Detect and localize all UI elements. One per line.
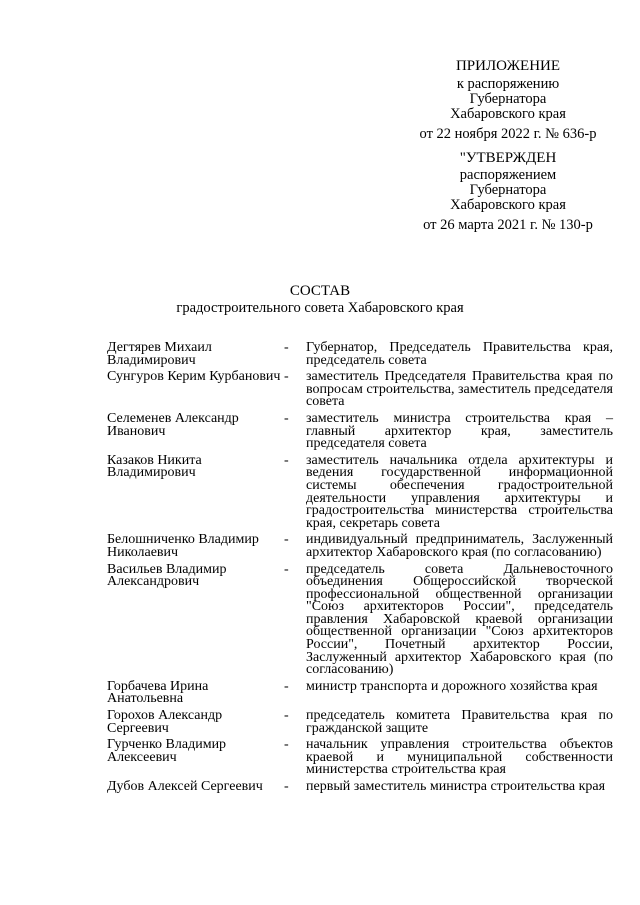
approved-block [398, 150, 618, 233]
member-name: Дубов Алексей Сергеевич [107, 779, 263, 794]
approved-line: Губернатора [469, 182, 547, 198]
member-name: Дегтярев Михаил Владимирович [107, 340, 212, 368]
member-row [107, 371, 613, 409]
member-dash: - [284, 737, 289, 753]
approved-date: от 26 марта 2021 г. № 130-р [423, 217, 593, 233]
document-subtitle: градостроительного совета Хабаровского края [176, 300, 464, 316]
member-dash: - [284, 779, 289, 794]
appendix-block [398, 58, 618, 142]
approved-line: распоряжением [459, 167, 557, 183]
appendix-line: к распоряжению [456, 76, 560, 92]
member-dash: - [284, 561, 289, 577]
members-list [107, 342, 613, 798]
member-dash: - [284, 678, 289, 694]
member-dash: - [284, 340, 289, 355]
member-row [107, 561, 613, 678]
member-dash: - [284, 532, 289, 548]
member-row [107, 678, 613, 707]
member-role: индивидуальный предприниматель, Заслуженный архитектор Хабаровского края (по согласованию) [306, 532, 613, 560]
member-dash: - [284, 369, 289, 385]
member-name: Белошниченко Владимир Николаевич [107, 532, 259, 560]
member-dash: - [284, 410, 289, 426]
member-row [107, 410, 613, 452]
member-name: Казаков Никита Владимирович [107, 452, 202, 481]
member-name: Селеменев Александр Иванович [107, 410, 239, 439]
member-row [107, 739, 613, 777]
member-role: заместитель Председателя Правительства края по вопросам строительства, заместитель председателя совета [306, 369, 613, 410]
approved-title: "УТВЕРЖДЕН [459, 150, 557, 166]
approved-line: Хабаровского края [450, 197, 566, 213]
member-role: заместитель начальника отдела архитектуры и ведения государственной информационной системы обеспечения градостроительной деятельности управления архитектуры и градостроительства министерства строительства края, секретарь совета [306, 452, 613, 531]
member-row [107, 452, 613, 531]
member-role: председатель совета Дальневосточного объединения Общероссийской творческой профессиональной общественной организации "Союз архитекторов России", председатель правления Хабаровской краевой организации общественной организации "Союз архитекторов России", Почетный архитектор России, Заслуженный архитектор Хабаровского края (по согласованию) [306, 561, 613, 678]
member-role: Губернатор, Председатель Правительства края, председатель совета [306, 340, 613, 368]
member-row [107, 534, 613, 559]
member-name: Горбачева Ирина Анатольевна [107, 678, 209, 707]
member-row [107, 342, 613, 367]
appendix-line: Хабаровского края [450, 106, 566, 122]
member-role: заместитель министра строительства края – главный архитектор края, заместитель председателя совета [306, 410, 613, 452]
member-name: Сунгуров Керим Курбанович [107, 369, 281, 385]
member-dash: - [284, 452, 289, 468]
member-role: начальник управления строительства объектов краевой и муниципальной собственности министерства строительства края [306, 737, 613, 778]
appendix-line: Губернатора [469, 91, 547, 107]
appendix-date: от 22 ноября 2022 г. № 636-р [419, 126, 597, 142]
member-name: Горохов Александр Сергеевич [107, 708, 223, 736]
member-name: Васильев Владимир Александрович [107, 561, 227, 590]
member-dash: - [284, 708, 289, 724]
document-title: СОСТАВ [289, 283, 351, 299]
member-role: министр транспорта и дорожного хозяйства края [306, 678, 598, 694]
member-row [107, 781, 613, 794]
member-role: первый заместитель министра строительства края [306, 779, 606, 794]
member-row [107, 710, 613, 735]
member-name: Гурченко Владимир Алексеевич [107, 737, 227, 765]
appendix-title: ПРИЛОЖЕНИЕ [455, 58, 561, 74]
member-role: председатель комитета Правительства края по гражданской защите [306, 708, 613, 736]
